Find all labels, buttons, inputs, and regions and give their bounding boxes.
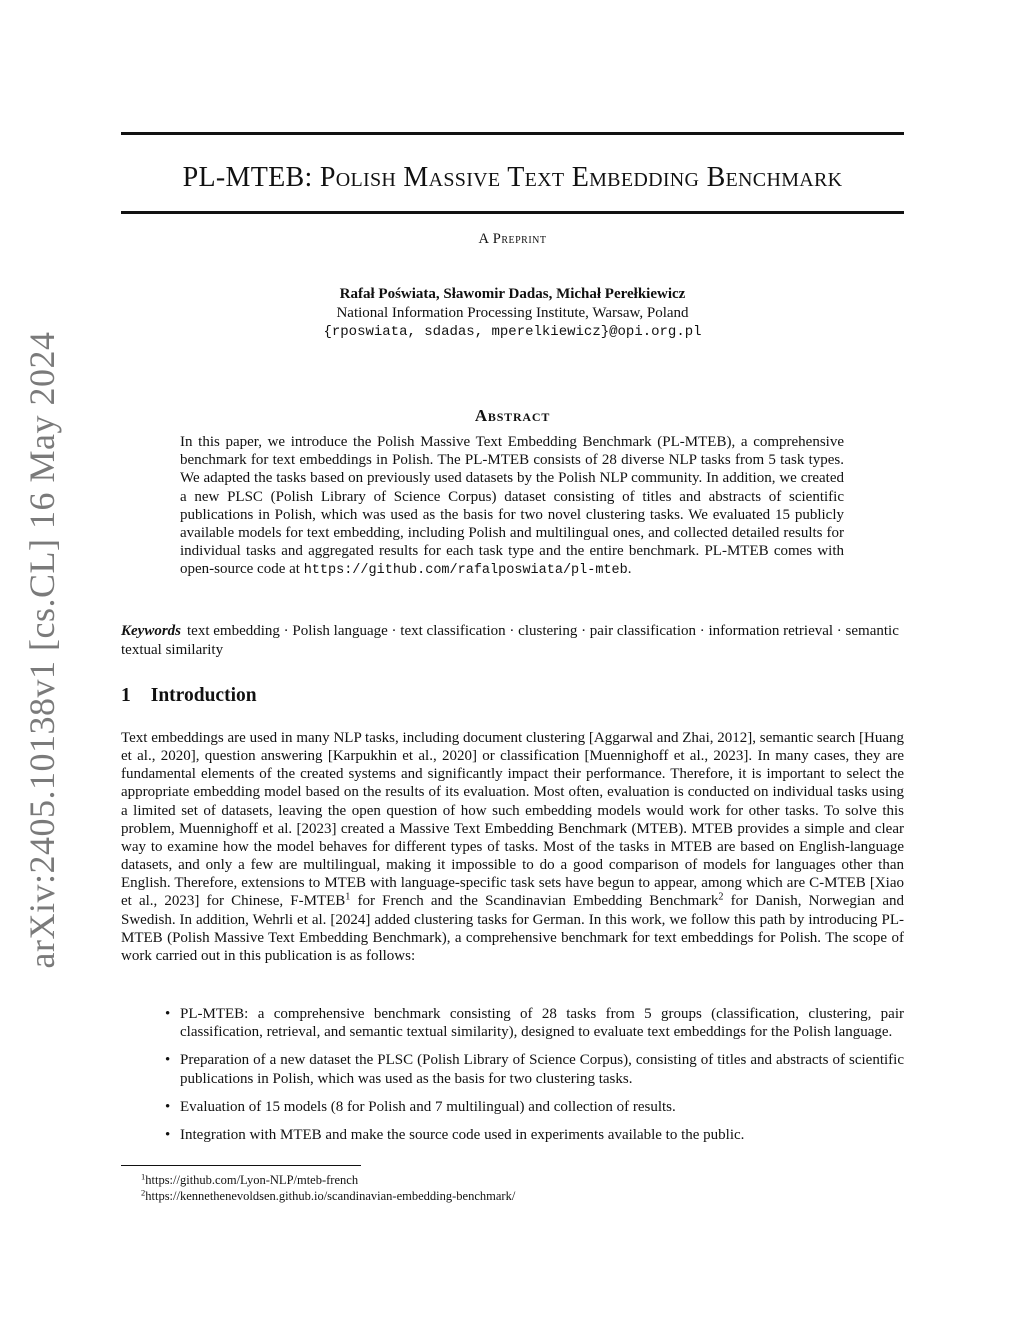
keywords-label: Keywords <box>121 623 181 639</box>
footnote-ref-1[interactable]: 1 <box>345 891 351 903</box>
abstract-text: In this paper, we introduce the Polish Massive Text Embedding Benchmark (PL-MTEB), a comprehensive benchmark for text embeddings in Polish. The PL-MTEB consists of 28 diverse NLP tasks from 5 task types. We adapted the tasks based on previously used datasets by the Polish NLP community. In addition, we created a new PLSC (Polish Library of Science Corpus) dataset consisting of titles and abstracts of scientific publications in Polish, which was used as the basis for two novel clustering tasks. We evaluated 15 publicly available models for text embedding, including Polish and multilingual ones, and collected detailed results for individual tasks and aggregated results for each task type and the entire benchmark. PL-MTEB comes with open-source code at <box>180 434 844 578</box>
list-item: • Integration with MTEB and make the source code used in experiments available to the public. <box>121 1126 904 1144</box>
list-item: • Preparation of a new dataset the PLSC (Polish Library of Science Corpus), consisting of titles and abstracts of scientific publications in Polish, which was used as the basis for two clustering tasks. <box>121 1051 904 1087</box>
footnote-rule <box>121 1165 361 1166</box>
title-rule-top <box>121 132 904 135</box>
intro-text-1: Text embeddings are used in many NLP tasks, including document clustering [Aggarwal and Zhai, 2012], semantic search [Huang et al., 2020], question answering [Karpukhin et al., 2020] or classification [Muennighoff et al., 2023]. In many cases, they are fundamental elements of the created systems and significantly impact their performance. Therefore, it is important to select the appropriate embedding model based on the results of its evaluation. Most often, evaluation is conducted on individual tasks using a limited set of datasets, leaving the open question of how such embedding models would work for other tasks. To solve this problem, Muennighoff et al. [2023] created a Massive Text Embedding Benchmark (MTEB). MTEB provides a simple and clear way to examine how the model behaves for different types of tasks. Most of the tasks in MTEB are based on English-language datasets, and only a few are multilingual, making it impossible to do a good comparison of models for languages other than English. Therefore, extensions to MTEB with language-specific task sets have begun to appear, among which are C-MTEB [Xiao et al., 2023] for Chinese, F-MTEB <box>121 730 904 910</box>
keywords-list: text embedding · Polish language · text classification · clustering · pair classification · information retrieval · semantic textual similarity <box>121 623 899 658</box>
footnote-2 <box>141 1188 515 1204</box>
author-affiliation: National Information Processing Institute, Warsaw, Poland <box>336 305 689 321</box>
footnote-link[interactable]: https://kennethenevoldsen.github.io/scandinavian-embedding-benchmark/ <box>145 1189 516 1203</box>
intro-text-3: for Danish, Norwegian and Swedish. In addition, Wehrli et al. [2024] added clustering tasks for German. In this work, we follow this path by introducing PL-MTEB (Polish Massive Text Embedding Benchmark), a comprehensive benchmark for text embeddings for Polish. The scope of work carried out in this publication is as follows: <box>121 893 905 964</box>
list-item: • Evaluation of 15 models (8 for Polish and 7 multilingual) and collection of results. <box>121 1098 904 1116</box>
footnotes <box>141 1172 515 1204</box>
footnote-ref-2[interactable]: 2 <box>718 891 724 903</box>
abstract-body <box>180 433 844 581</box>
arxiv-identifier: arXiv:2405.10138v1 [cs.CL] 16 May 2024 <box>22 331 62 969</box>
section-title: Introduction <box>150 685 257 706</box>
abstract-code-url[interactable]: https://github.com/rafalposwiata/pl-mteb <box>303 563 628 579</box>
contributions-list <box>121 1005 904 1154</box>
paper-title: PL-MTEB: Polish Massive Text Embedding Benchmark <box>182 162 843 193</box>
section-number: 1 <box>121 685 131 706</box>
section-heading <box>121 685 257 707</box>
abstract-heading: Abstract <box>474 406 551 425</box>
preprint-label: A Preprint <box>478 231 547 247</box>
author-names: Rafał Poświata, Sławomir Dadas, Michał Perełkiewicz <box>339 286 686 302</box>
author-block <box>121 285 904 342</box>
footnote-mark: 1 <box>141 1171 146 1182</box>
footnote-link[interactable]: https://github.com/Lyon-NLP/mteb-french <box>145 1173 359 1187</box>
list-item: • PL-MTEB: a comprehensive benchmark consisting of 28 tasks from 5 groups (classification, clustering, pair classification, retrieval, and semantic textual similarity), designed to evaluate text embeddings for the Polish language. <box>121 1005 904 1041</box>
author-emails: {rposwiata, sdadas, mperelkiewicz}@opi.org.pl <box>323 324 702 340</box>
keywords-block <box>121 622 904 659</box>
abstract-end: . <box>627 561 632 578</box>
intro-text-2: for French and the Scandinavian Embedding Benchmark <box>350 893 719 910</box>
title-rule-bottom <box>121 211 904 214</box>
intro-paragraph <box>121 729 904 965</box>
footnote-mark: 2 <box>141 1187 146 1198</box>
footnote-1 <box>141 1172 515 1188</box>
